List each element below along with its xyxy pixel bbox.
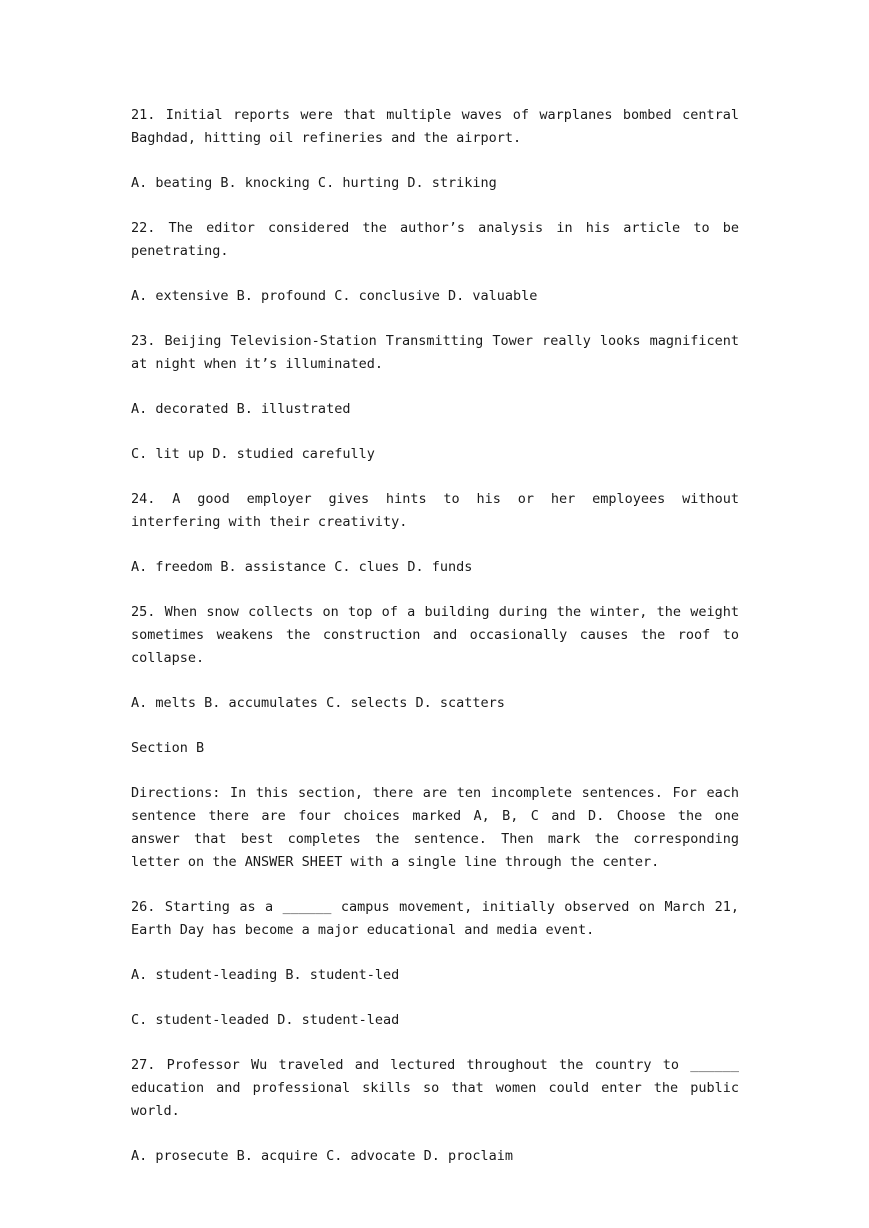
question-26-options-line-2: C. student-leaded D. student-lead [131,1012,400,1028]
section-heading: Section B [131,740,205,756]
question-27-options: A. prosecute B. acquire C. advocate D. proclaim [131,1148,514,1164]
question-26-stem: 26. Starting as a ______ campus movement, initially observed on March 21, Earth Day has become a major educational and media event. [131,899,748,938]
section-directions: Directions: In this section, there are ten incomplete sentences. For each sentence there are four choices marked A, B, C and D. Choose the one answer that best completes the sentence. Then mark the corresponding letter on the ANSWER SHEET with a single line through the center. [131,785,748,870]
question-24-stem: 24. A good employer gives hints to his or her employees without interfering with their creativity. [131,491,748,530]
question-21-options: A. beating B. knocking C. hurting D. striking [131,175,497,191]
question-27-stem: 27. Professor Wu traveled and lectured throughout the country to ______ education and professional skills so that women could enter the public world. [131,1057,748,1119]
question-22-stem: 22. The editor considered the author’s analysis in his article to be penetrating. [131,220,748,259]
document-body [131,104,748,1190]
question-22-options: A. extensive B. profound C. conclusive D. valuable [131,288,538,304]
question-23-options-line-1: A. decorated B. illustrated [131,401,351,417]
question-25-stem: 25. When snow collects on top of a building during the winter, the weight sometimes weakens the construction and occasionally causes the roof to collapse. [131,604,748,666]
question-23-options-line-2: C. lit up D. studied carefully [131,446,375,462]
question-21-stem: 21. Initial reports were that multiple waves of warplanes bombed central Baghdad, hitting oil refineries and the airport. [131,107,748,146]
question-26-options-line-1: A. student-leading B. student-led [131,967,400,983]
question-24-options: A. freedom B. assistance C. clues D. funds [131,559,473,575]
question-23-stem: 23. Beijing Television-Station Transmitting Tower really looks magnificent at night when it’s illuminated. [131,333,748,372]
question-25-options: A. melts B. accumulates C. selects D. scatters [131,695,505,711]
